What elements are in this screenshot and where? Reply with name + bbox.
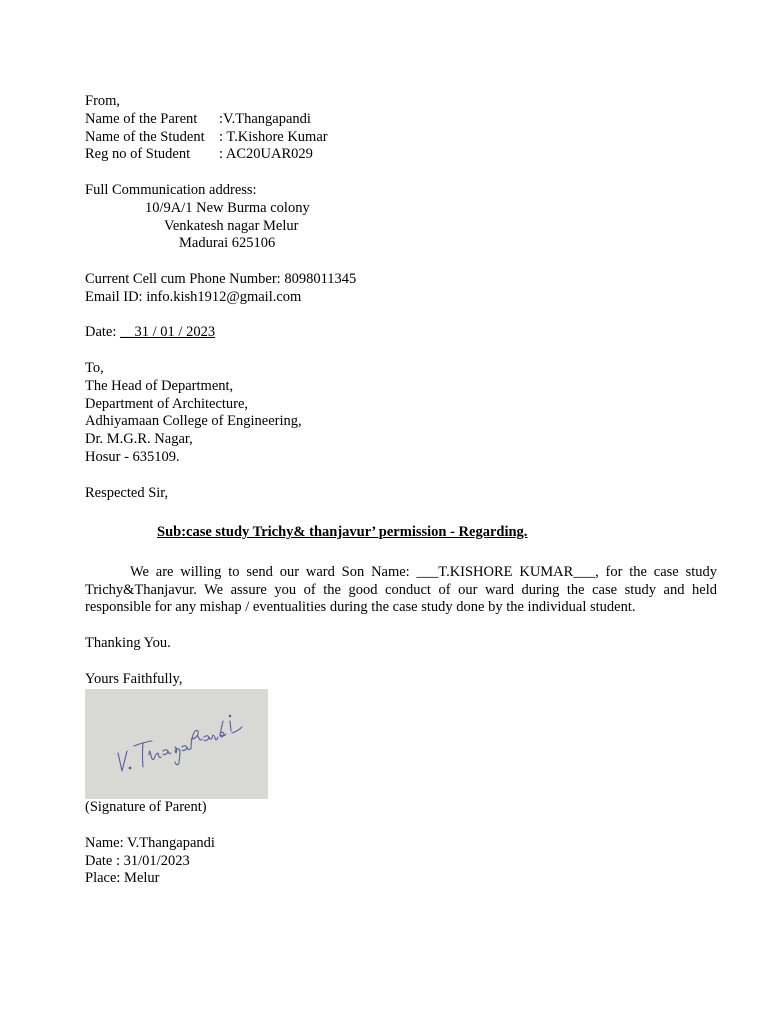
from-label: From, <box>85 93 121 109</box>
parent-label: Name of the Parent <box>85 110 198 127</box>
to-line-2: Department of Architecture, <box>85 395 249 412</box>
reg-row <box>85 146 717 164</box>
signature-caption: (Signature of Parent) <box>85 799 207 816</box>
closing-line: Yours Faithfully, <box>85 670 183 687</box>
letter-page <box>85 93 717 888</box>
thanks-line: Thanking You. <box>85 634 171 651</box>
body-paragraph: We are willing to send our ward Son Name: ___T.KISHORE KUMAR___, for the case study Trichy&Thanjavur. We assure you of the good conduct of our ward during the case study and held responsible for any mishap / eventualities during the case study done by the individual student. <box>85 563 717 616</box>
name-line: Name: V.Thangapandi <box>85 834 215 851</box>
address-line-2: Venkatesh nagar Melur <box>164 217 299 234</box>
student-label: Name of the Student <box>85 128 205 145</box>
parent-row <box>85 111 717 129</box>
parent-value: :V.Thangapandi <box>219 110 311 127</box>
student-value: : T.Kishore Kumar <box>219 128 328 145</box>
to-line-4: Dr. M.G.R. Nagar, <box>85 431 193 448</box>
student-row <box>85 129 717 147</box>
handwritten-signature <box>85 689 268 799</box>
to-label: To, <box>85 359 104 376</box>
date-line: Date : 31/01/2023 <box>85 852 190 869</box>
salutation: Respected Sir, <box>85 484 169 501</box>
reg-label: Reg no of Student <box>85 146 191 163</box>
date-row <box>85 324 717 342</box>
email-line: Email ID: info.kish1912@gmail.com <box>85 288 302 305</box>
address-line-1: 10/9A/1 New Burma colony <box>145 199 310 216</box>
to-line-1: The Head of Department, <box>85 377 234 394</box>
address-label: Full Communication address: <box>85 181 257 198</box>
address-line-3: Madurai 625106 <box>179 235 276 252</box>
phone-line: Current Cell cum Phone Number: 8098011345 <box>85 270 357 287</box>
to-line-5: Hosur - 635109. <box>85 448 180 465</box>
to-line-3: Adhiyamaan College of Engineering, <box>85 413 302 430</box>
place-line: Place: Melur <box>85 870 160 887</box>
signature-image <box>85 689 268 799</box>
reg-value: : AC20UAR029 <box>219 146 313 163</box>
date-value: __31 / 01 / 2023 <box>120 324 216 341</box>
subject-line: Sub:case study Trichy& thanjavur’ permission - Regarding. <box>157 524 528 541</box>
date-label: Date: <box>85 324 121 341</box>
